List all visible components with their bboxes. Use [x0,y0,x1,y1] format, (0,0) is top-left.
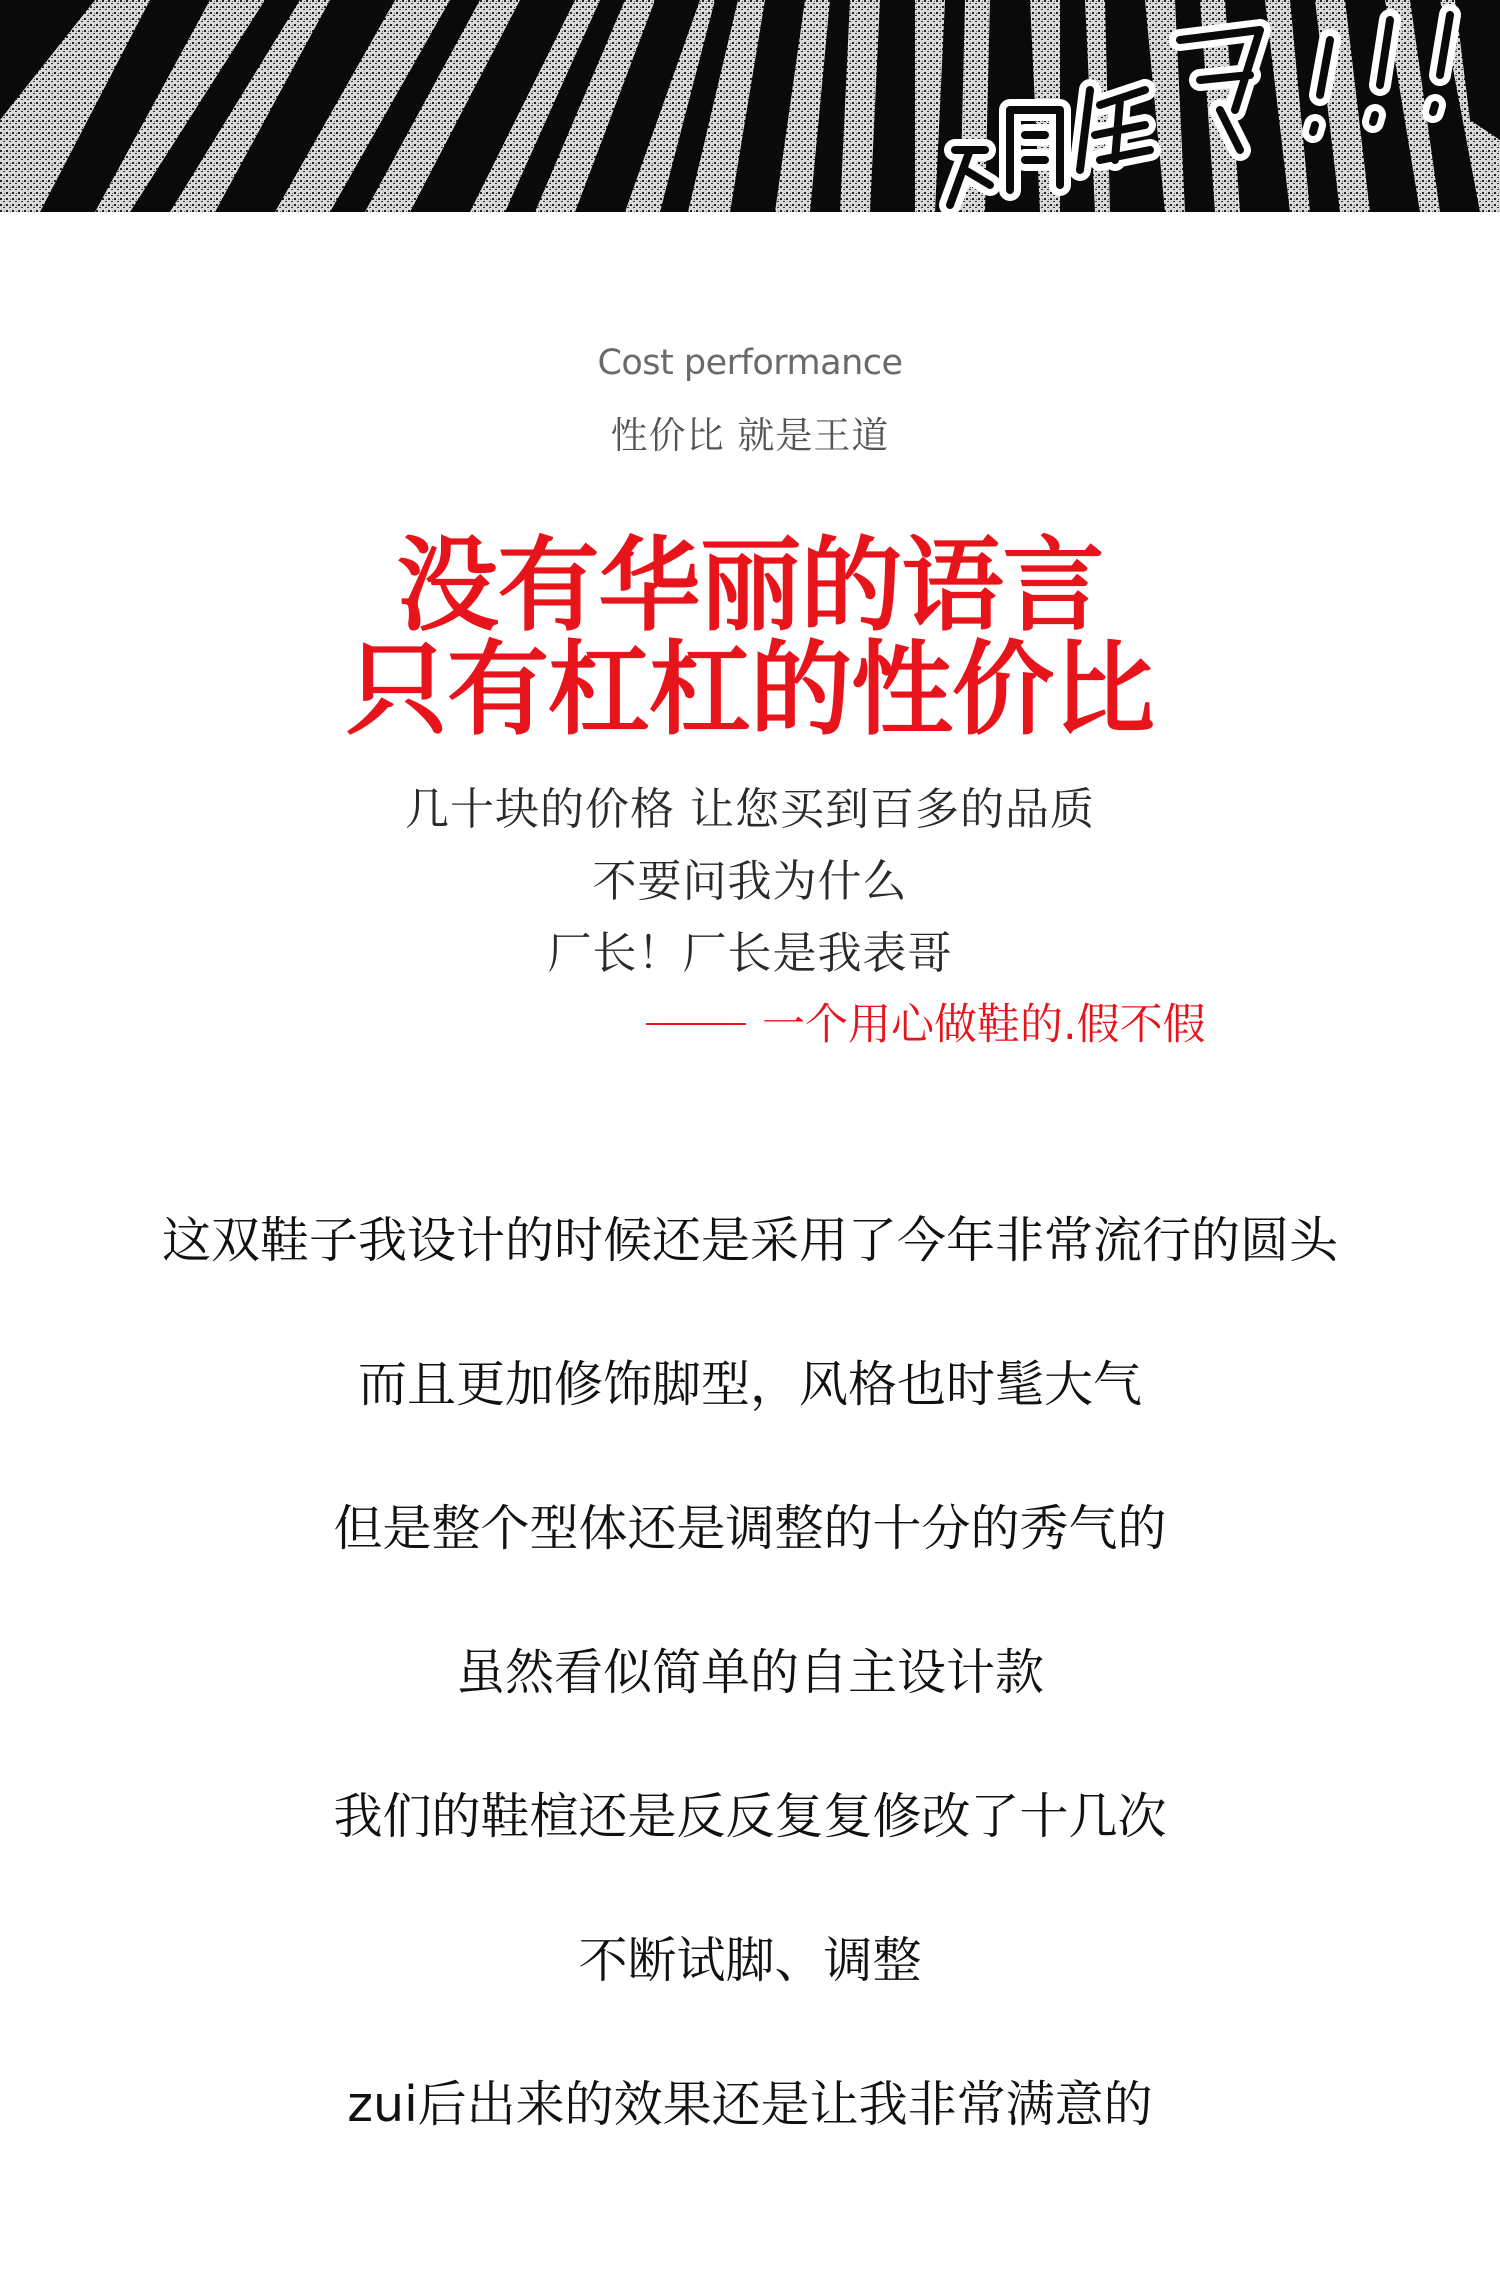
signature-dash [646,1023,746,1025]
headline-line-1: 没有华丽的语言 [396,527,1104,646]
manga-speedline-banner [0,0,1500,212]
signature [646,1000,1206,1050]
subtitle-english: Cost performance [597,343,903,383]
subtitle-chinese: 性价比 就是王道 [610,414,890,457]
story-line-1: 这双鞋子我设计的时候还是采用了今年非常流行的圆头 [161,1212,1338,1269]
intro-line-3: 厂长！厂长是我表哥 [547,928,953,979]
story-line-3: 但是整个型体还是调整的十分的秀气的 [333,1500,1167,1557]
intro-line-1: 几十块的价格 让您买到百多的品质 [405,784,1095,835]
intro-line-2: 不要问我为什么 [592,856,908,907]
story-line-5: 我们的鞋楦还是反反复复修改了十几次 [333,1788,1167,1845]
story-line-2: 而且更加修饰脚型，风格也时髦大气 [357,1356,1142,1413]
story-line-6: 不断试脚、调整 [578,1932,922,1989]
story-line-4: 虽然看似简单的自主设计款 [455,1644,1044,1701]
speedline-illustration [0,0,1500,212]
signature-text: 一个用心做鞋的.假不假 [762,1000,1206,1050]
headline-line-2: 只有杠杠的性价比 [346,631,1154,750]
story-line-7: zui后出来的效果还是让我非常满意的 [347,2076,1153,2133]
